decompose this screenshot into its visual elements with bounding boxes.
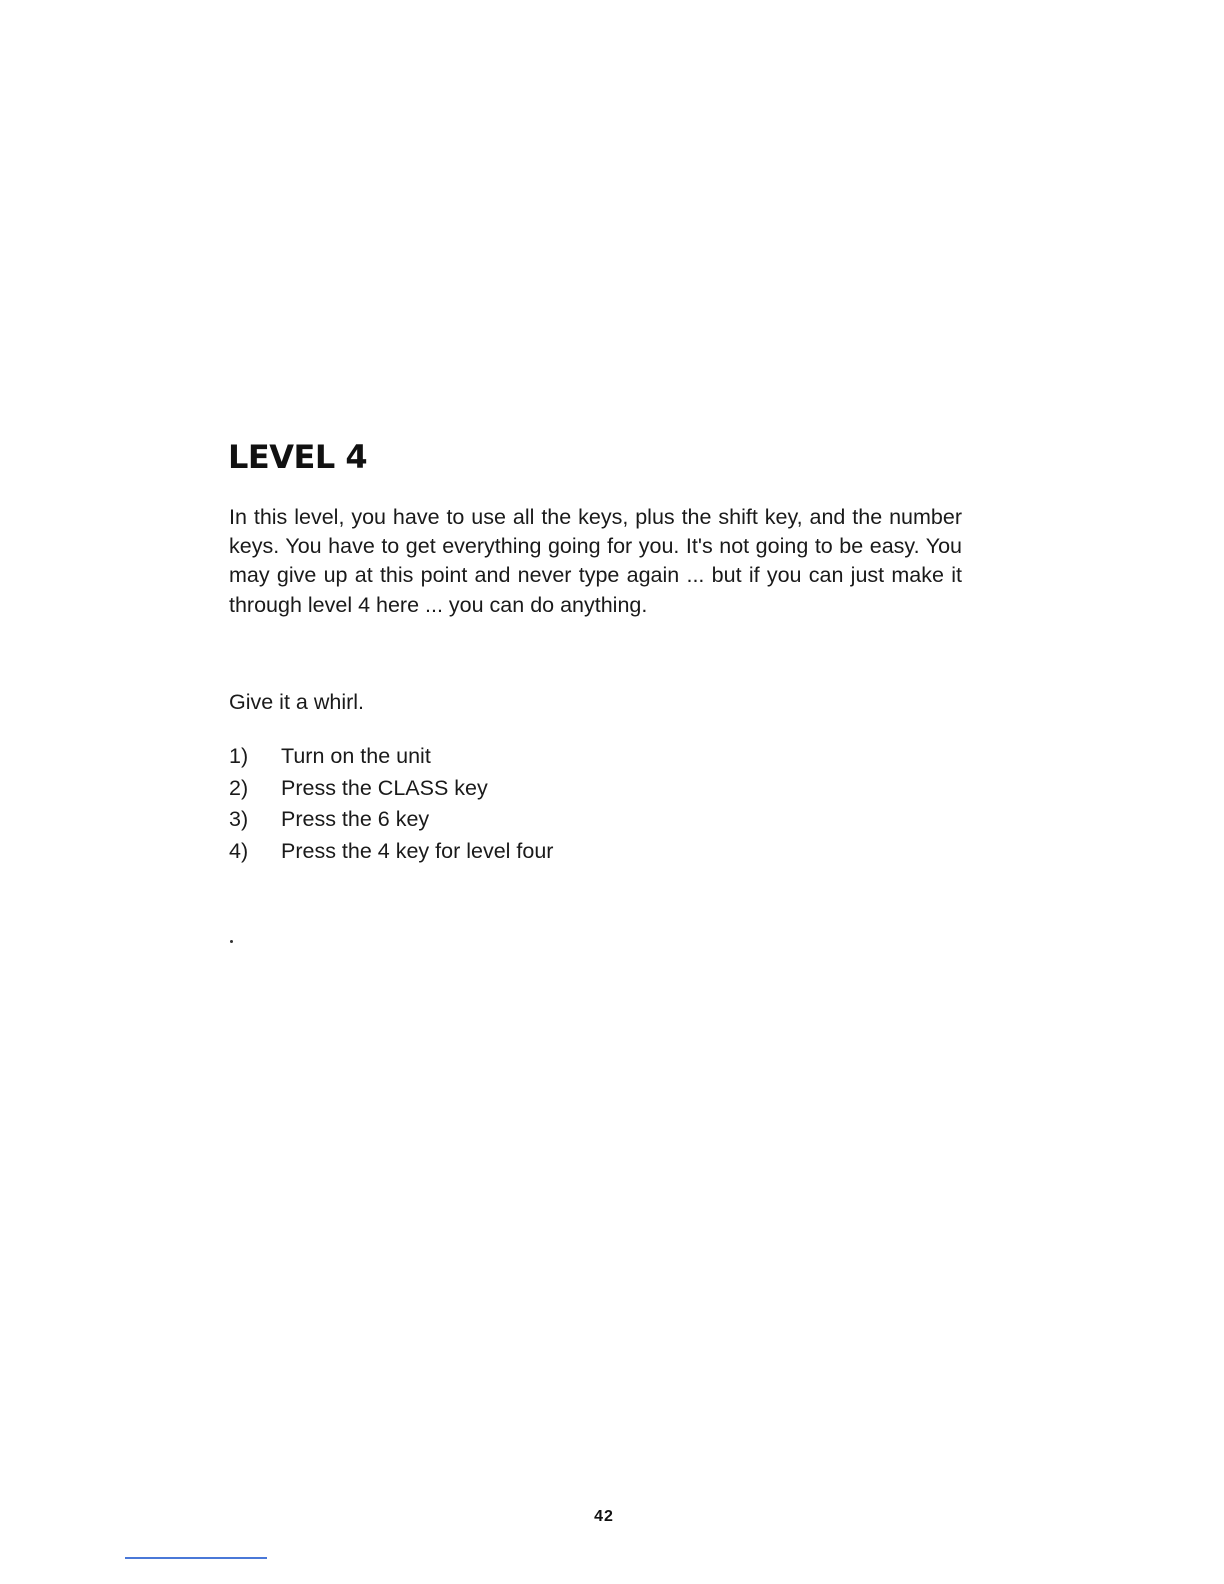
intro-paragraph: In this level, you have to use all the keys, plus the shift key, and the number keys. You have to get everything going for you. It's not going to be easy. You may give up at this point and never type again ... but if you can just make it through level 4 here ... you can do anything. <box>229 505 962 617</box>
step-text: Turn on the unit <box>281 744 431 768</box>
step-item <box>229 774 553 806</box>
lead-sentence: Give it a whirl. <box>229 690 365 714</box>
page-number: 42 <box>594 1508 614 1525</box>
page-title: LEVEL 4 <box>228 438 368 476</box>
step-number: 2) <box>229 775 249 800</box>
step-number: 3) <box>229 807 249 832</box>
stray-mark <box>230 940 233 943</box>
step-text: Press the 6 key <box>281 807 430 832</box>
step-item <box>229 805 553 837</box>
step-text: Press the CLASS key <box>281 775 488 800</box>
edge-rule <box>125 1557 267 1559</box>
step-item <box>229 837 553 869</box>
step-number: 4) <box>229 838 249 863</box>
step-text: Press the 4 key for level four <box>281 838 554 863</box>
step-item <box>229 742 553 774</box>
step-number: 1) <box>229 744 249 768</box>
steps-list <box>229 742 553 868</box>
